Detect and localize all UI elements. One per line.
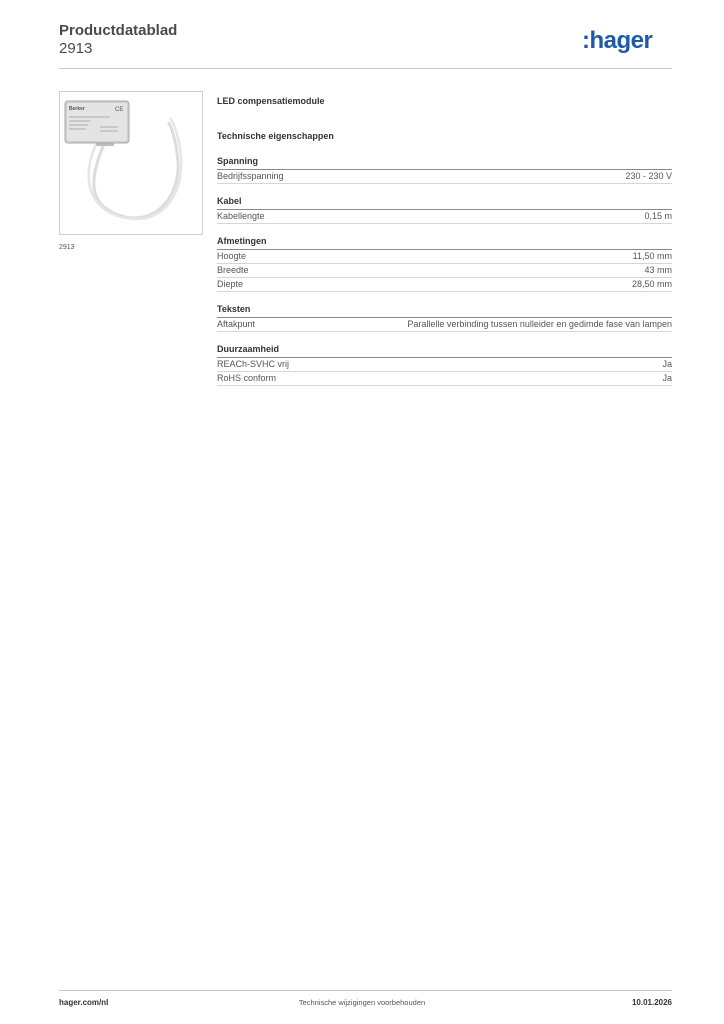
spec-row — [217, 210, 672, 224]
spec-row — [217, 264, 672, 278]
spec-row — [217, 250, 672, 264]
spec-value: 28,50 mm — [631, 279, 672, 289]
brand-label: Berker — [69, 106, 85, 112]
spec-label: Aftakpunt — [217, 319, 256, 329]
ce-mark: CE — [115, 107, 124, 113]
spec-label: Breedte — [217, 265, 249, 275]
spec-label: Kabellengte — [217, 211, 265, 221]
spec-group-title: Duurzaamheid — [217, 344, 672, 358]
properties-title: Technische eigenschappen — [217, 131, 334, 141]
page-title: Productdatablad — [59, 22, 178, 39]
footer-date: 10.01.2026 — [631, 998, 672, 1007]
spec-row — [217, 372, 672, 386]
hager-logo-text: :hager — [582, 27, 653, 54]
spec-row — [217, 358, 672, 372]
spec-value: 230 - 230 V — [625, 171, 672, 181]
spec-row — [217, 170, 672, 184]
header-divider — [59, 68, 672, 69]
spec-group-title: Teksten — [217, 304, 672, 318]
footer-divider — [59, 990, 672, 991]
product-specifications — [217, 96, 672, 398]
spec-value: Ja — [662, 373, 672, 383]
spec-group-title: Spanning — [217, 156, 672, 170]
spec-group-afmetingen — [217, 236, 672, 292]
spec-value: 0,15 m — [644, 211, 672, 221]
spec-value: Ja — [662, 359, 672, 369]
spec-row — [217, 318, 672, 332]
footer-website-link[interactable]: hager.com/nl — [59, 998, 109, 1007]
spec-group-title: Kabel — [217, 196, 672, 210]
spec-group-kabel — [217, 196, 672, 224]
product-image — [59, 91, 203, 235]
spec-value: Parallelle verbinding tussen nulleider en gedimde fase van lampen — [407, 319, 672, 329]
spec-group-spanning — [217, 156, 672, 184]
spec-label: Diepte — [217, 279, 244, 289]
footer-notice: Technische wijzigingen voorbehouden — [298, 998, 426, 1007]
image-caption: 2913 — [59, 244, 75, 251]
spec-label: RoHS conform — [217, 373, 277, 383]
product-name: LED compensatiemodule — [217, 96, 325, 106]
spec-label: REACh-SVHC vrij — [217, 359, 290, 369]
document-header — [59, 22, 177, 58]
led-module-illustration — [60, 92, 202, 234]
spec-row — [217, 278, 672, 292]
article-number: 2913 — [59, 40, 93, 57]
hager-logo — [582, 27, 672, 55]
spec-label: Bedrijfsspanning — [217, 171, 284, 181]
spec-group-title: Afmetingen — [217, 236, 672, 250]
spec-value: 43 mm — [644, 265, 672, 275]
spec-label: Hoogte — [217, 251, 247, 261]
spec-group-teksten — [217, 304, 672, 332]
spec-group-duurzaamheid — [217, 344, 672, 386]
spec-value: 11,50 mm — [632, 251, 672, 261]
